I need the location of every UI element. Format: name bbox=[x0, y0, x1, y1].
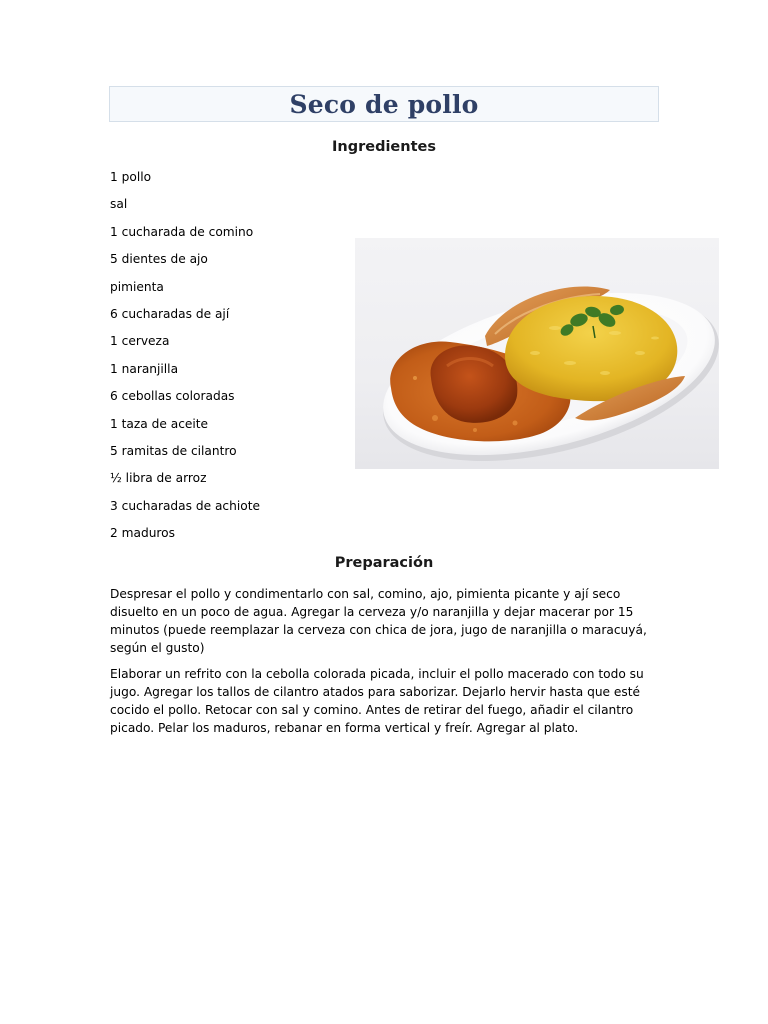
ingredient-item: ½ libra de arroz bbox=[110, 471, 207, 486]
preparation-heading: Preparación bbox=[334, 555, 434, 571]
ingredient-item: 5 dientes de ajo bbox=[110, 252, 208, 267]
ingredient-item: sal bbox=[110, 197, 128, 212]
ingredient-item: 6 cebollas coloradas bbox=[110, 389, 235, 404]
ingredient-item: 6 cucharadas de ají bbox=[110, 306, 230, 321]
preparation-paragraph: Despresar el pollo y condimentarlo con sal, comino, ajo, pimienta picante y ají seco disuelto en un poco de agua. Agregar la cerveza y/o naranjilla y dejar macerar por 15 minutos (puede reemplazar la cerveza con chica de jora, jugo de naranjilla o maracuyá, según el gusto) bbox=[110, 587, 647, 655]
dish-photo bbox=[355, 238, 719, 469]
ingredient-item: 3 cucharadas de achiote bbox=[110, 498, 260, 513]
recipe-title: Seco de pollo bbox=[289, 89, 479, 119]
ingredient-item: 2 maduros bbox=[110, 526, 175, 541]
ingredient-item: 1 cerveza bbox=[110, 334, 170, 349]
ingredient-item: 1 pollo bbox=[110, 170, 152, 184]
ingredient-list bbox=[110, 169, 260, 552]
preparation-paragraph: Elaborar un refrito con la cebolla colorada picada, incluir el pollo macerado con todo su jugo. Agregar los tallos de cilantro atados para saborizar. Dejarlo hervir hasta que esté cocido el pollo. Retocar con sal y comino. Antes de retirar del fuego, añadir el cilantro picado. Pelar los maduros, rebanar en forma vertical y freír. Agregar al plato. bbox=[110, 667, 644, 735]
preparation-text bbox=[110, 585, 662, 745]
ingredient-item: pimienta bbox=[110, 279, 164, 294]
ingredients-heading: Ingredientes bbox=[332, 139, 436, 155]
ingredient-item: 1 naranjilla bbox=[110, 361, 179, 376]
ingredient-item: 1 taza de aceite bbox=[110, 416, 209, 431]
title-banner bbox=[109, 86, 659, 122]
ingredient-item: 5 ramitas de cilantro bbox=[110, 443, 237, 458]
ingredient-item: 1 cucharada de comino bbox=[110, 224, 254, 239]
